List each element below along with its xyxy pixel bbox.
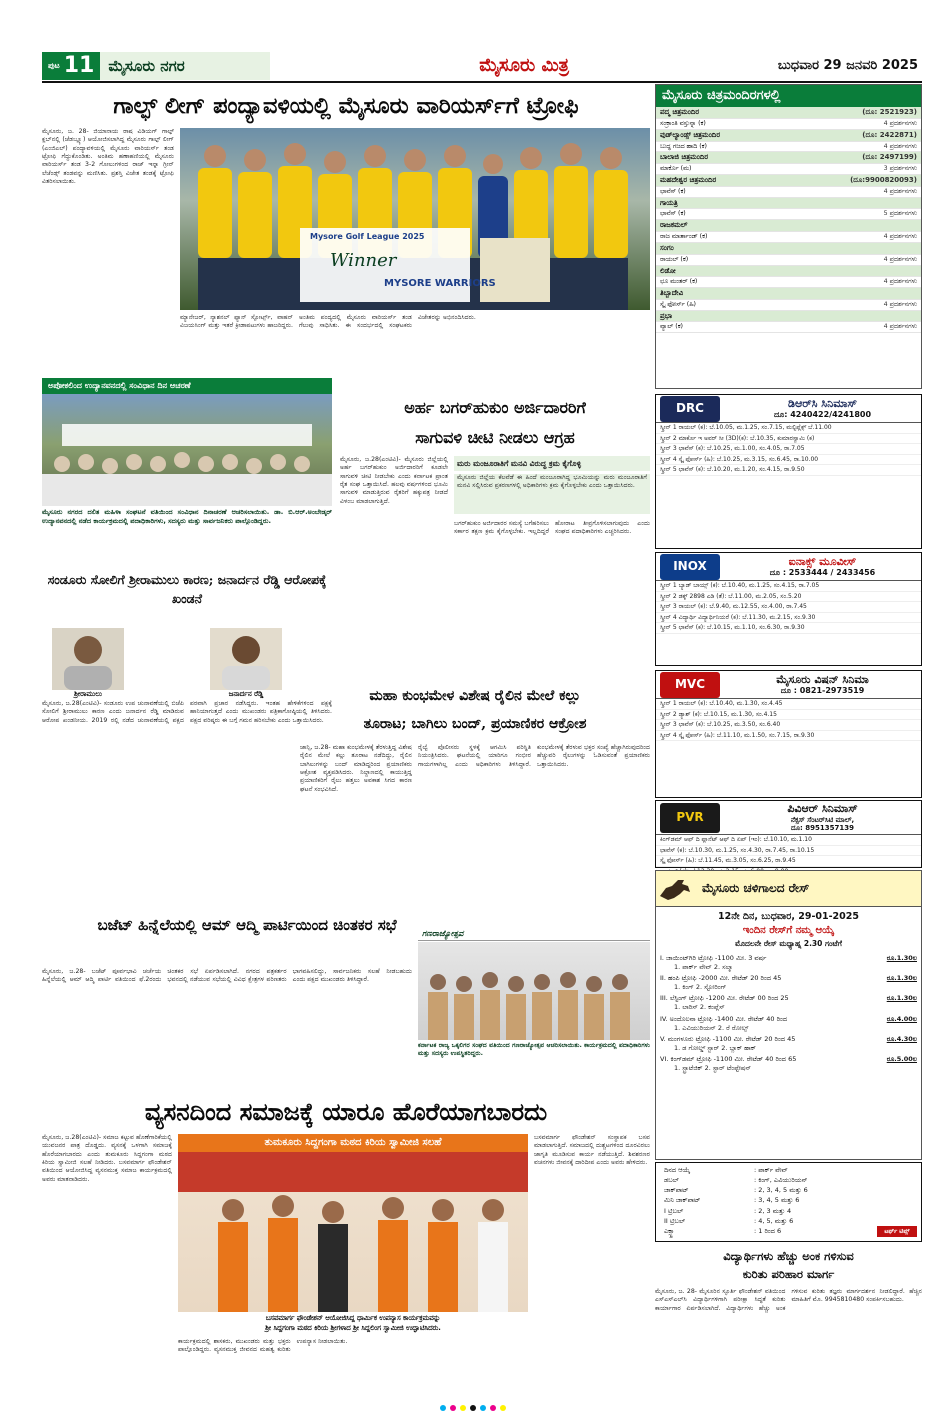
race-picks: 1. ಲಾರಿಸ್ 2. ಕಂಪ್ಲೆಸ್ <box>674 1003 725 1012</box>
cinema-info: 4 ಪ್ರದರ್ಶನಗಳು <box>883 255 917 263</box>
page-label: ಪುಟ <box>48 61 60 70</box>
reg-dot <box>500 1405 506 1411</box>
inox-ad <box>655 552 922 666</box>
showtime-line: ಸ್ಕ್ರೀನ್ 3 ರಾಯಲ್ (ಕ): ಬೆ.9.40, ಮ.12.55, ಸಂ.4.00, ರಾ.7.45 <box>656 602 921 613</box>
horse-icon <box>656 874 696 904</box>
race-prize: ರೂ.5.00ಲ <box>886 1055 917 1063</box>
mvc-name: ಮೈಸೂರು ವಿಷನ್ ಸಿನಿಮಾ <box>776 672 869 686</box>
bet-value: : 4, 5, ಮತ್ತು 6 <box>754 1216 794 1225</box>
drc-ad-header <box>656 395 921 423</box>
section-name: ಮೈಸೂರು ನಗರ <box>100 52 270 80</box>
page-number-box <box>42 52 100 80</box>
addiction-body: ಮೈಸೂರು, ಜ.28(ಎಂಟಿವಿ)- ಸಮಾಜ ಕಟ್ಟುವ ಹೊಣೆಗಾರಿಕೆಯಲ್ಲಿ ಯುವಜನರ ಪಾತ್ರ ದೊಡ್ಡದು. ವ್ಯಸನಕ್ಕೆ ಒಳಗಾಗಿ ಸಮಾಜಕ್ಕೆ ಹೊರೆಯಾಗಬಾರದು ಎಂದು ತುಮಕೂರು ಸಿದ್ದಗಂಗಾ ಮಠದ ಕಿರಿಯ ಸ್ವಾಮೀಜಿ ಸಲಹೆ ನೀಡಿದರು. ಬಸವಮಾರ್ಗ ಫೌಂಡೇಶನ್ ವತಿಯಿಂದ ಆಯೋಜಿಸಿದ್ದ ವ್ಯಸನಮುಕ್ತ ಸಮಾಜ ಕಾರ್ಯಕ್ರಮದಲ್ಲಿ ಅವರು ಮಾತನಾಡಿದರು. <box>42 1134 172 1183</box>
inox-name: ಐನಾಕ್ಸ್ ಮೂವೀಸ್ <box>788 554 857 568</box>
race-header <box>656 871 921 907</box>
kumbh-body-continued: ರೈಲ್ವೆ ಪೊಲೀಸರು ಸ್ಥಳಕ್ಕೆ ಆಗಮಿಸಿ ಪರಿಸ್ಥಿತಿ ನಿಯಂತ್ರಿಸಿದರು. ಘಟನೆಯಲ್ಲಿ ಯಾರಿಗೂ ಗಂಭೀರ ಗಾಯಗಳಾಗಿಲ್ಲ ಎಂದು ಅಧಿಕಾರಿಗಳು ತಿಳಿಸಿದ್ದಾರೆ. ಕುಂಭಮೇಳಕ್ಕೆ ತೆರಳುವ ಭಕ್ತರ ಸಂಖ್ಯೆ ಹೆಚ್ಚಾಗಿರುವುದರಿಂದ ಹೆಚ್ಚುವರಿ ರೈಲುಗಳನ್ನು ಓಡಿಸುವಂತೆ ಪ್ರಯಾಣಿಕರು ಒತ್ತಾಯಿಸಿದರು. <box>418 744 650 768</box>
addiction-body-continued: ಕಾರ್ಯಕ್ರಮದಲ್ಲಿ ಶಾಸಕರು, ಮುಖಂಡರು ಮತ್ತು ಭಕ್ತರು ಪಾಲ್ಗೊಂಡಿದ್ದರು. ವ್ಯಸನಮುಕ್ತ ಜೀವನದ ಮಹತ್ವ ಕುರಿತು ಉಪನ್ಯಾಸ ನೀಡಲಾಯಿತು. <box>178 1338 348 1354</box>
race-row <box>656 953 921 963</box>
race-picks: 1. ಪಾರ್ಕ್ ವೇವ್ 2. ಸಲ್ಮಾ <box>674 962 733 971</box>
sandur-headline: ಸಂಡೂರು ಸೋಲಿಗೆ ಶ್ರೀರಾಮುಲು ಕಾರಣ; ಜನಾರ್ದನ ರೆಡ್ಡಿ ಆರೋಪಕ್ಕೆ ಖಂಡನೆ <box>47 572 327 606</box>
addiction-photo-caption-line2: ಶ್ರೀ ಸಿದ್ದಗಂಗಾ ಮಠದ ಕಿರಿಯ ಶ್ರೀಗಳಾದ ಶ್ರೀ ಸಿದ್ದಲಿಂಗ ಸ್ವಾಮೀಜಿ ಉದ್ಘಾಟಿಸಿದರು. <box>265 1324 441 1332</box>
bet-value: : ಕಿಂಗ್, ಎವಿಯುರಿಯನ್ <box>754 1176 808 1185</box>
race-row <box>656 1014 921 1024</box>
cinema-hall-row <box>656 130 921 142</box>
race-row <box>656 993 921 1003</box>
race-name: II. ಹಂಪಿ ಟ್ರೋಫಿ -2000 ಮೀ. ರೇಟೆಡ್ 20 ರಿಂದ 45 <box>660 974 782 982</box>
showtime-line: ಸ್ಕ್ರೀನ್ 2 ಡ್ಯಾಶ್ (ಕ): ಬೆ.10.15, ಮ.1.30, ಸಂ.4.15 <box>656 710 921 721</box>
rally-caption-title: ಅಪೋಕಲಿಂದ ಉದ್ಯಾನವನದಲ್ಲಿ ಸಂವಿಧಾನ ದಿನ ಆಚರಣೆ <box>42 378 332 394</box>
reg-dot <box>440 1405 446 1411</box>
reg-dot <box>460 1405 466 1411</box>
students-body: ಮೈಸೂರು, ಜ. 28- ಮೈಸೂರಿನ ಸ್ಫೂರ್ತಿ ಫೌಂಡೇಶನ್ ವತಿಯಿಂದ ಎಸ್ಎಸ್ಎಲ್‌ಸಿ ವಿದ್ಯಾರ್ಥಿಗಳಿಗಾಗಿ ಪರೀಕ್ಷಾ ಸಿದ್ಧತೆ ಕುರಿತು ಕಾರ್ಯಾಗಾರ ಏರ್ಪಡಿಸಲಾಗಿದೆ. ವಿದ್ಯಾರ್ಥಿಗಳು ಹೆಚ್ಚು ಅಂಕ ಗಳಿಸುವ ಕುರಿತು ತಜ್ಞರು ಮಾರ್ಗದರ್ಶನ ನೀಡಲಿದ್ದಾರೆ. ಹೆಚ್ಚಿನ ಮಾಹಿತಿಗೆ ಮೊ. 9945810480 ಸಂಪರ್ಕಿಸಬಹುದು. <box>655 1288 922 1312</box>
bet-row <box>660 1175 917 1185</box>
arha-headline-line2: ಸಾಗುವಳಿ ಚೀಟಿ ನೀಡಲು ಆಗ್ರಹ <box>415 428 575 447</box>
cinema-film-row <box>656 164 921 175</box>
race-name: I. ಜಾಯಿಂಟ್‌ಗಿರಿ ಟ್ರೋಫಿ -1100 ಮೀ. 3 ವರ್ಷ <box>660 953 767 962</box>
addiction-photo <box>178 1152 528 1312</box>
cinema-name: ರಾಜಕಮಲ್ <box>660 221 688 230</box>
arha-sidebar-title: ಮರು ಮಂಜೂರಾತಿಗೆ ಮನವಿ ವಿರುದ್ಧ ಕ್ರಮ ಕೈಗೊಳ್ಳಿ <box>454 456 650 471</box>
arha-headline-line1: ಅರ್ಹ ಬಗರ್‌ಹುಕುಂ ಅರ್ಜಿದಾರರಿಗೆ <box>404 398 586 417</box>
cinema-hall-row <box>656 107 921 119</box>
cinema-rows <box>656 107 921 333</box>
bet-name: ಡಬಲ್ <box>664 1176 679 1185</box>
bet-name: I ಟ್ರಿಬಲ್ <box>664 1206 684 1215</box>
cinema-name: ಛಾವೆಸ್ (ಕ) <box>660 187 686 195</box>
bet-name: ದಿನದ ಆಯ್ಕೆ <box>664 1166 691 1174</box>
race-prize: ರೂ.4.30ಲ <box>886 1034 917 1043</box>
inox-logo: INOX <box>660 554 720 580</box>
cinema-name: ಮಹದೇಶ್ವರ ಚಿತ್ರಮಂದಿರ <box>660 176 717 185</box>
showtime-line: ಸ್ಕ್ರೀನ್ 5 ಛಾವೆಸ್ (ಕ): ಬೆ.10.20, ಮ.1.20, ಸಂ.4.15, ರಾ.9.50 <box>656 465 921 476</box>
golf-headline: ಗಾಲ್ಫ್ ಲೀಗ್ ಪಂದ್ಯಾವಳಿಯಲ್ಲಿ ಮೈಸೂರು ವಾರಿಯರ್ಸ್‌ಗೆ ಟ್ರೋಫಿ <box>113 93 579 119</box>
golf-winner-text: Winner <box>330 250 397 271</box>
cinema-film-row <box>656 322 921 333</box>
rally-caption: ಮೈಸೂರು ನಗರದ ದಲಿತ ಮಹಿಳಾ ಸಂಘಟನೆ ವತಿಯಿಂದ ಸಂವಿಧಾನ ದಿನಾಚರಣೆ ಆಚರಿಸಲಾಯಿತು. ಡಾ. ಬಿ.ಆರ್.ಅಂಬೇಡ್ಕರ್ ಉದ್ಯಾನವನದಲ್ಲಿ ನಡೆದ ಕಾರ್ಯಕ್ರಮದಲ್ಲಿ ಪದಾಧಿಕಾರಿಗಳು, ಸದಸ್ಯರು ಮತ್ತು ಸಾರ್ವಜನಿಕರು ಪಾಲ್ಗೊಂಡಿದ್ದರು. <box>42 508 332 525</box>
bet-row <box>660 1206 917 1216</box>
race-list <box>656 953 921 1075</box>
paper-name: ಮೈಸೂರು ಮಿತ್ರ <box>479 54 569 76</box>
drc-showtimes <box>656 423 921 476</box>
cinema-name: ಬಾಲಾಜಿ ಚಿತ್ರಮಂದಿರ <box>660 153 709 162</box>
golf-photo <box>180 128 650 310</box>
cinema-name: ವುಡ್‌ಲ್ಯಾಂಡ್ಸ್ ಚಿತ್ರಮಂದಿರ <box>660 130 721 139</box>
cinema-film-row <box>656 255 921 266</box>
golf-body: ಮೈಸೂರು, ಜ. 28- ಜಿಯಾನಾಯ ರಾಷ ವಿಡಿಯಗ್ ಗಾಲ್ಫ್ ಕ್ಲಬ್‌ನಲ್ಲಿ (ಜೆಡಬ್ಲ್ಯೂ) ಆಯೋಜಿಸಲಾಗಿದ್ದ ಮೈಸೂರು ಗಾಲ್ಫ್ ಲೀಗ್ (ಎಂಜಿಎಲ್) ಪಂದ್ಯಾವಳಿಯಲ್ಲಿ ಮೈಸೂರು ವಾರಿಯರ್ಸ್ ತಂಡ ಟ್ರೋಫಿ ಗೆದ್ದುಕೊಂಡಿತು. ಅಂತಿಮ ಹಣಾಹಣಿಯಲ್ಲಿ ಮೈಸೂರು ವಾರಿಯರ್ಸ್ ತಂಡ 3-2 ಗೋಲುಗಳಿಂದ ರಾಜ್ ಇನ್ನಾ ಗ್ರೀನ್ ಲೆಜೆಂಡ್ಸ್ ತಂಡವನ್ನು ಮಣಿಸಿತು. ಪ್ರಶಸ್ತಿ ವಿಜೇತ ತಂಡಕ್ಕೆ ಟ್ರೋಫಿ ವಿತರಿಸಲಾಯಿತು. <box>42 128 174 186</box>
race-title: ಮೈಸೂರು ಚಳಿಗಾಲದ ರೇಸ್ <box>702 881 810 895</box>
cinema-info: 4 ಪ್ರದರ್ಶನಗಳು <box>883 142 917 150</box>
reg-dot <box>470 1405 476 1411</box>
reg-dot <box>480 1405 486 1411</box>
race-name: IV. ಅಂದೊಲನಾ ಟ್ರೋಫಿ -1400 ಮೀ. ರೇಟೆಡ್ 40 ರಿಂದ <box>660 1014 788 1023</box>
rally-photo <box>42 394 332 506</box>
cinema-name: ಛಾವೆಸ್ (ಕ) <box>660 210 686 218</box>
turf-tips-tag: ಟರ್ಫ್ ಟಿಪ್ಸ್ <box>877 1226 917 1238</box>
cinema-hall-row <box>656 311 921 323</box>
kumbh-headline-line1: ಮಹಾ ಕುಂಭಮೇಳ ವಿಶೇಷ ರೈಲಿನ ಮೇಲೆ ಕಲ್ಲು <box>369 688 581 704</box>
race-row <box>656 1054 921 1064</box>
pvr-logo: PVR <box>660 803 720 833</box>
cinema-name: ಛೂ ಮಂತರ್ (ಕ) <box>660 278 698 286</box>
cinema-hall-row <box>656 198 921 210</box>
inox-ad-header <box>656 553 921 581</box>
race-prize: ರೂ.1.30ಲ <box>886 994 917 1003</box>
page-number: 11 <box>63 53 95 79</box>
cinema-info: 4 ಪ್ರದರ್ಶನಗಳು <box>883 323 917 331</box>
race-name: V. ಮಂಗಳೂರು ಟ್ರೋಫಿ -1100 ಮೀ. ರೇಟೆಡ್ 20 ರಿಂದ 45 <box>660 1034 796 1043</box>
reg-dot <box>450 1405 456 1411</box>
cinema-hall-row <box>656 152 921 164</box>
pvr-phone: ದೂ: 8951357139 <box>791 824 854 833</box>
cinema-name: ರಾಜ ಮಾರ್ತಾಂಡ್ (ಕ) <box>660 233 708 241</box>
inox-phone: ದೂ : 2533444 / 2433456 <box>769 568 876 578</box>
addiction-body-right: ಬಸವಮಾರ್ಗ ಫೌಂಡೇಶನ್ ಸಂಸ್ಥಾಪಕ ಬಸವ ಮಾಡಲಾಗುತ್ತಿದೆ. ಸಮಾಜದಲ್ಲಿ ದುಶ್ಚಟಗಳಿಂದ ದೂರವಿರಲು ಜಾಗೃತಿ ಮೂಡಿಸುವ ಕಾರ್ಯ ನಡೆಯುತ್ತಿದೆ. ಶಿವಶರಣರ ವಚನಗಳು ಜೀವನಕ್ಕೆ ದಾರಿದೀಪ ಎಂದು ಅವರು ಹೇಳಿದರು. <box>534 1134 650 1167</box>
janardhana-reddy-photo <box>210 628 282 690</box>
cinema-hall-row <box>656 243 921 255</box>
cinema-name: ಪದ್ಮ ಚಿತ್ರಮಂದಿರ <box>660 108 700 117</box>
showtime-line: ಸ್ಕ್ರೀನ್ 2 ಡಕ್ಕ್ 2898 ಎಡಿ (ತೆ): ಬೆ.11.00, ಮ.2.05, ಸಂ.5.20 <box>656 592 921 603</box>
sriramulu-photo <box>52 628 124 690</box>
kumbh-body: ಜಾನ್ಸಿ, ಜ.28- ಮಹಾ ಕುಂಭಮೇಳಕ್ಕೆ ತೆರಳುತ್ತಿದ್ದ ವಿಶೇಷ ರೈಲಿನ ಮೇಲೆ ಕಲ್ಲು ತೂರಾಟ ನಡೆದಿದ್ದು, ರೈಲಿನ ಬಾಗಿಲುಗಳನ್ನು ಬಂದ್ ಮಾಡಿದ್ದರಿಂದ ಪ್ರಯಾಣಿಕರು ಆಕ್ರೋಶ ವ್ಯಕ್ತಪಡಿಸಿದರು. ನಿಲ್ದಾಣದಲ್ಲಿ ಕಾಯುತ್ತಿದ್ದ ಪ್ರಯಾಣಿಕರಿಗೆ ರೈಲು ಹತ್ತಲು ಅವಕಾಶ ಸಿಗದ ಕಾರಣ ಘಟನೆ ಸಂಭವಿಸಿದೆ. <box>300 744 412 793</box>
cinema-name: ಬುದ್ಧ ಗಜದ ಹಾದಿ (ಕ) <box>660 142 707 150</box>
cinema-name: ಗಾಯತ್ರಿ <box>660 198 678 207</box>
race-picks: 1. ಎವಿಯುರಿಯನ್ 2. ರೆ ರೋಲ್ಸ್ <box>674 1023 749 1032</box>
addiction-photo-caption-line1: ಬಸವಮಾರ್ಗ ಫೌಂಡೇಶನ್ ಆಯೋಜಿಸಿದ್ದ ಧಾರ್ಮಿಕ ಉಪನ್ಯಾಸ ಕಾರ್ಯಕ್ರಮವನ್ನು <box>265 1314 441 1322</box>
showtime-line: ಸ್ಕ್ರೀನ್ 3 ಛಾವೆಸ್ (ಕ): ಬೆ.10.25, ಮ.3.50, ಸಂ.6.40 <box>656 720 921 731</box>
race-subtitle: ಇಂದಿನ ರೇಸ್‌ಗೆ ನಮ್ಮ ಆಯ್ಕೆ <box>742 924 835 936</box>
cinema-name: ಸಂಗಂ <box>660 243 674 252</box>
cinema-name: ತಿಬ್ಬಾದೇವಿ <box>660 289 684 298</box>
showtime-line: ಸ್ಕ್ರೀನ್ 4 ಸ್ಕೈ ಫೋರ್ಸ್ (ಹಿ): ಬೆ.11.10, ಮ.1.50, ಸಂ.7.15, ರಾ.9.30 <box>656 731 921 742</box>
cinema-info: 3 ಪ್ರದರ್ಶನಗಳು <box>883 165 917 173</box>
showtime-line: ಸ್ಕ್ರೀನ್ 1 ಬ್ಯಾಡ್ ಬಾಯ್ಸ್ (ಕ): ಬೆ.10.40, ಮ.1.25, ಸಂ.4.15, ರಾ.7.05 <box>656 581 921 592</box>
cinema-name: ಲಿಡೋ <box>660 266 676 275</box>
golf-team-logo-text: MYSORE WARRIORS <box>384 278 496 289</box>
cinema-info: 4 ಪ್ರದರ್ಶನಗಳು <box>883 300 917 308</box>
masthead-rule <box>42 81 922 83</box>
race-prize: ರೂ.1.30ಲ <box>886 974 917 982</box>
cinema-info: (ದೂ: 2521923) <box>862 108 917 117</box>
addiction-kicker: ತುಮಕೂರು ಸಿದ್ದಗಂಗಾ ಮಠದ ಕಿರಿಯ ಸ್ವಾಮೀಜಿ ಸಲಹೆ <box>178 1134 528 1153</box>
sriramulu-label: ಶ್ರೀರಾಮುಲು <box>74 690 102 698</box>
cinema-info: (ದೂ: 2422871) <box>862 130 917 139</box>
cinema-film-row <box>656 300 921 311</box>
reg-dot <box>490 1405 496 1411</box>
race-picks: 1. ಕಿಂಗ್ 2. ಸ್ಟೋರಿಂಗ್ <box>674 983 727 992</box>
pvr-name: ಪಿವಿಆರ್ ಸಿನಿಮಾಸ್ <box>787 801 858 815</box>
republic-day-photo <box>418 942 650 1040</box>
budget-headline: ಬಜೆಟ್ ಹಿನ್ನೆಲೆಯಲ್ಲಿ ಆಮ್ ಆದ್ಮಿ ಪಾರ್ಟಿಯಿಂದ ಚಿಂತಕರ ಸಭೆ <box>97 916 397 934</box>
mvc-showtimes <box>656 699 921 741</box>
race-prize: ರೂ.4.00ಲ <box>886 1014 917 1023</box>
bet-row <box>660 1216 917 1226</box>
showtime-line: ಸ್ಕೈ ಫೋರ್ಸ್ (ಹಿ): ಬೆ.11.45, ಮ.3.05, ಸಂ.6.25, ರಾ.9.45 <box>656 856 921 867</box>
pvr-ad-header <box>656 801 921 835</box>
cinema-hall-row <box>656 288 921 300</box>
republic-day-caption: ಕರ್ನಾಟಕ ರಾಜ್ಯ ಒಕ್ಕಲಿಗರ ಸಂಘದ ವತಿಯಿಂದ ಗಣರಾಜ್ಯೋತ್ಸವ ಆಚರಿಸಲಾಯಿತು. ಕಾರ್ಯಕ್ರಮದಲ್ಲಿ ಪದಾಧಿಕಾರಿಗಳು ಮತ್ತು ಸದಸ್ಯರು ಉಪಸ್ಥಿತರಿದ್ದರು. <box>418 1042 650 1058</box>
race-picks: 1. ಡ ಗೋಲ್ಡ್ ಸ್ಟಾರ್ 2. ಬ್ಲಾಕ್ ಹಾಕ್ <box>674 1043 756 1052</box>
kumbh-headline-line2: ತೂರಾಟ; ಬಾಗಿಲು ಬಂದ್, ಪ್ರಯಾಣಿಕರ ಆಕ್ರೋಶ <box>363 716 587 732</box>
bet-value: : 2, 3 ಮತ್ತು 4 <box>754 1206 792 1215</box>
cinema-film-row <box>656 277 921 288</box>
addiction-headline: ವ್ಯಸನದಿಂದ ಸಮಾಜಕ್ಕೆ ಯಾರೂ ಹೊರೆಯಾಗಬಾರದು <box>144 1097 548 1126</box>
bet-row <box>660 1185 917 1195</box>
drc-phone: ದೂ: 4240422/4241800 <box>773 410 872 420</box>
janardhana-reddy-label: ಜನಾರ್ದನ ರೆಡ್ಡಿ <box>228 690 264 698</box>
race-row <box>656 1034 921 1044</box>
bet-row <box>660 1195 917 1205</box>
bet-row <box>660 1165 917 1175</box>
students-headline-line1: ವಿದ್ಯಾರ್ಥಿಗಳು ಹೆಚ್ಚು ಅಂಕ ಗಳಿಸುವ <box>723 1249 854 1263</box>
cinema-name: ವ್ಯಾಲ್ (ಕ) <box>660 323 684 331</box>
cinema-film-row <box>656 142 921 153</box>
drc-logo: DRC <box>660 396 720 422</box>
mvc-logo: MVC <box>660 672 720 698</box>
cinema-film-row <box>656 119 921 130</box>
race-box <box>655 870 922 1160</box>
cinema-film-row <box>656 232 921 243</box>
race-name: VI. ಕಿಂಗ್‌ಡಮ್ ಟ್ರೋಫಿ -1100 ಮೀ. ರೇಟೆಡ್ 40 ರಿಂದ 65 <box>660 1055 797 1063</box>
golf-banner-text: Mysore Golf League 2025 <box>310 232 425 241</box>
cinema-hall-row <box>656 175 921 187</box>
budget-body: ಮೈಸೂರು, ಜ.28- ಬಜೆಟ್ ಪೂರ್ವಭಾವಿ ಚರ್ಚೆಯ ಹಿನ್ನೆಲೆಯಲ್ಲಿ ಆಮ್ ಆದ್ಮಿ ಪಾರ್ಟಿ ವತಿಯಿಂದ ಫೆ.2ರಂದು ಚಿಂತಕರ ಸಭೆ ಏರ್ಪಡಿಸಲಾಗಿದೆ. ನಗರದ ಪತ್ರಕರ್ತರ ಭವನದಲ್ಲಿ ನಡೆಯುವ ಸಭೆಯಲ್ಲಿ ವಿವಿಧ ಕ್ಷೇತ್ರಗಳ ಪರಿಣತರು ಭಾಗವಹಿಸಲಿದ್ದು, ಸಾರ್ವಜನಿಕರು ಸಲಹೆ ನೀಡಬಹುದು ಎಂದು ಪಕ್ಷದ ಮುಖಂಡರು ತಿಳಿಸಿದ್ದಾರೆ. <box>42 968 412 984</box>
pvr-ad <box>655 800 922 868</box>
cinema-film-row <box>656 187 921 198</box>
registration-marks <box>0 1402 945 1414</box>
cinema-info: (ದೂ:9900820093) <box>850 176 917 185</box>
showtime-line: ಕಿಂಗ್‌ಡಮ್ ಆಫ್ ದಿ ಪ್ಲಾನೆಟ್ ಆಫ್ ದಿ ಏಪ್ (ಇಂ): ಬೆ.10.10, ಮ.1.10 <box>656 835 921 846</box>
cinema-name: ರಾಯಲ್ (ಕ) <box>660 255 689 263</box>
showtime-line: ಸ್ಕ್ರೀನ್ 4 ವಿದ್ಯಾರ್ಥಿ ವಿದ್ಯಾರ್ಥಿನಿಯರೆ (ಕ): ಬೆ.11.30, ಮ.2.15, ಸಂ.9.30 <box>656 613 921 624</box>
drc-name: ಡಿಆರ್‌ಸಿ ಸಿನಿಮಾಸ್ <box>788 396 857 410</box>
cinema-name: ಮಾರ್ಕೊ (ಮ) <box>660 165 692 173</box>
showtime-line: ಸ್ಕ್ರೀನ್ 3 ಛಾವೆಸ್ (ಕ): ಬೆ.10.25, ಮ.1.00, ಸಂ.4.05, ರಾ.7.05 <box>656 444 921 455</box>
issue-date: ಬುಧವಾರ 29 ಜನವರಿ 2025 <box>777 57 918 73</box>
inox-showtimes <box>656 581 921 634</box>
arha-body-continued: ಬಗರ್‌ಹುಕುಂ ಅರ್ಜಿದಾರರ ಸಮಸ್ಯೆ ಬಗೆಹರಿಸಲು ಸರ್ಕಾರ ತಕ್ಷಣ ಕ್ರಮ ಕೈಗೊಳ್ಳಬೇಕು. ಇಲ್ಲದಿದ್ದರೆ ಹೋರಾಟ ತೀವ್ರಗೊಳಿಸಲಾಗುವುದು ಎಂದು ಸಂಘದ ಪದಾಧಿಕಾರಿಗಳು ಎಚ್ಚರಿಸಿದರು. <box>454 520 650 536</box>
race-date: 12ನೇ ದಿನ, ಬುಧವಾರ, 29-01-2025 <box>717 911 859 922</box>
pvr-address: ನೆಕ್ಸಸ್ ಸೆಂಟರ್‌ಸಿಟಿ ಮಾಲ್, <box>790 815 855 824</box>
rally-crowd-illustration <box>42 394 332 506</box>
cinema-info: 4 ಪ್ರದರ್ಶನಗಳು <box>883 233 917 241</box>
race-start-time: ಮೊದಲನೇ ರೇಸ್ ಮಧ್ಯಾಹ್ನ 2.30 ಗಂಟೆಗೆ <box>735 939 842 949</box>
showtime-line: ಛಾವೆಸ್ (ಕ): ಬೆ.10.30, ಮ.1.25, ಸಂ.4.30, ರಾ.7.45, ರಾ.10.15 <box>656 846 921 857</box>
golf-body-continued: ಮ್ಯಾನೇಜರ್, ನ್ಯಾಶನಲ್ ಫ್ಯಾನ್ ಸ್ಪೋರ್ಟ್ಸ್, ವಾಹನ್ ವಿಜಯಸಿಂಗ್ ಮತ್ತು ಇತರೆ ಕ್ರೀಡಾಪಟುಗಳು ಹಾಜರಿದ್ದರು. ಅಂತಿಮ ಪಂದ್ಯದಲ್ಲಿ ಮೈಸೂರು ವಾರಿಯರ್ಸ್ ತಂಡ ಗೆಲುವು ಸಾಧಿಸಿತು. ಈ ಸಂದರ್ಭದಲ್ಲಿ ಸಂಘಟಕರು ವಿಜೇತರನ್ನು ಅಭಿನಂದಿಸಿದರು. <box>180 314 476 330</box>
arha-sidebar: ಮೈಸೂರು ಜಿಲ್ಲೆಯ ಕೆಲವೆಡೆ ಈ ಹಿಂದೆ ಮಂಜೂರಾಗಿದ್ದ ಭೂಮಿಯನ್ನು ಮರು ಮಂಜೂರಾತಿಗೆ ಮನವಿ ಸಲ್ಲಿಸಿರುವ ಪ್ರಕರಣಗಳಲ್ಲಿ ಅಧಿಕಾರಿಗಳು ಕ್ರಮ ಕೈಗೊಳ್ಳಬೇಕು ಎಂದು ಒತ್ತಾಯಿಸಿದರು. <box>454 474 650 514</box>
cinema-name: ಸ್ಕೈ ಫೋರ್ಸ್ (ಹಿ) <box>660 300 696 308</box>
race-prize: ರೂ.1.30ಲ <box>886 953 917 962</box>
showtime-line: ಸ್ಕ್ರೀನ್ 5 ಛಾವೆಸ್ (ಕ): ಬೆ.10.15, ಮ.1.10, ಸಂ.6.30, ರಾ.9.30 <box>656 623 921 634</box>
cinema-hall-row <box>656 266 921 278</box>
cinema-info: 5 ಪ್ರದರ್ಶನಗಳು <box>883 210 917 218</box>
bet-name: II ಟ್ರಿಬಲ್ <box>664 1216 686 1225</box>
showtime-line: ಸ್ಕ್ರೀನ್ 4 ಸ್ಕೈ ಫೋರ್ಸ್ (ಹಿ): ಬೆ.10.25, ಮ.3.15, ಸಂ.6.45, ರಾ.10.00 <box>656 455 921 466</box>
showtime-line: ಸ್ಕ್ರೀನ್ 2 ಮಾರ್ಕೊ ಇ ಅವರ್ ಸೀ (3D)(ಕ): ಬೆ.10.35, ಕುಮಾರಸ್ವಾಮಿ (ಕ) <box>656 434 921 445</box>
cinema-info: 4 ಪ್ರದರ್ಶನಗಳು <box>883 120 917 127</box>
cinema-name: ಪ್ರಭಾ <box>660 311 673 320</box>
race-name: III. ಲೆಸ್ಟಿಂಗ್ ಟ್ರೋಫಿ -1200 ಮೀ. ರೇಟೆಡ್ 00 ರಿಂದ 25 <box>660 994 789 1003</box>
mvc-phone: ದೂ : 0821-2973519 <box>780 686 865 696</box>
bet-value: : 1 ರಿಂದ 6 <box>754 1226 782 1235</box>
republic-day-tag: ಗಣರಾಜ್ಯೋತ್ಸವ <box>418 928 650 941</box>
cinema-info: 4 ಪ್ರದರ್ಶನಗಳು <box>883 187 917 195</box>
race-row <box>656 973 921 983</box>
showtime-line: ಸ್ಕ್ರೀನ್ 1 ರಾಯಲ್ (ಕ): ಬೆ.10.05, ಮ.1.25, ಸಂ.7.15, ಮಲ್ಟಿಪ್ಲೆಕ್ಸ್ ಬೆ.11.00 <box>656 423 921 434</box>
bet-name: ಮಿನಿ ಜಾಕ್‌ಪಾಟ್ <box>664 1196 701 1205</box>
students-headline-line2: ಕುರಿತು ಪರಿಹಾರ ಮಾರ್ಗ <box>742 1267 835 1281</box>
arha-body: ಮೈಸೂರು, ಜ.28(ಎಂಟಿವಿ)- ಮೈಸೂರು ಜಿಲ್ಲೆಯಲ್ಲಿ ಅರ್ಹ ಬಗರ್‌ಹುಕುಂ ಅರ್ಜಿದಾರರಿಗೆ ಕೂಡಲೇ ಸಾಗುವಳಿ ಚೀಟಿ ನೀಡಬೇಕು ಎಂದು ಕರ್ನಾಟಕ ಪ್ರಾಂತ ರೈತ ಸಂಘ ಒತ್ತಾಯಿಸಿದೆ. ಹಲವು ವರ್ಷಗಳಿಂದ ಭೂಮಿ ಸಾಗುವಳಿ ಮಾಡುತ್ತಿರುವ ರೈತರಿಗೆ ಹಕ್ಕುಪತ್ರ ನೀಡದೆ ವಿಳಂಬ ಮಾಡಲಾಗುತ್ತಿದೆ. <box>340 456 448 505</box>
bet-value: : 3, 4, 5 ಮತ್ತು 6 <box>754 1196 800 1205</box>
showtime-line: ಸ್ಕ್ರೀನ್ 1 ರಾಯಲ್ (ಕ): ಬೆ.10.40, ಮ.1.30, ಸಂ.4.45 <box>656 699 921 710</box>
cinema-listing-title: ಮೈಸೂರು ಚಿತ್ರಮಂದಿರಗಳಲ್ಲಿ <box>656 85 921 107</box>
bet-value: : 2, 3, 4, 5 ಮತ್ತು 6 <box>754 1186 808 1195</box>
cinema-name: ಸಂಕ್ರಾಂತಿ ವಸ್ತುನ್ನಾ (ಕ) <box>660 120 706 127</box>
sandur-body: ಮೈಸೂರು, ಜ.28(ಎಂಟಿವಿ)- ಸಂಡೂರು ಉಪ ಚುನಾವಣೆಯಲ್ಲಿ ಬಿಜೆಪಿ ಸೋಲಿಗೆ ಶ್ರೀರಾಮುಲು ಕಾರಣ ಎಂದು ಜನಾರ್ದನ ರೆಡ್ಡಿ ಮಾಡಿರುವ ಆರೋಪ ಖಂಡನೀಯ. 2019 ರಲ್ಲಿ ನಡೆದ ಚುನಾವಣೆಯಲ್ಲಿ ಪಕ್ಷದ ಪರವಾಗಿ ಪ್ರಚಾರ ನಡೆಸಿದ್ದರು. ಇಂತಹ ಹೇಳಿಕೆಗಳಿಂದ ಪಕ್ಷಕ್ಕೆ ಹಾನಿಯಾಗುತ್ತದೆ ಎಂದು ಮುಖಂಡರು ಪತ್ರಿಕಾಗೋಷ್ಠಿಯಲ್ಲಿ ತಿಳಿಸಿದರು. ಪಕ್ಷದ ವರಿಷ್ಠರು ಈ ಬಗ್ಗೆ ಗಮನ ಹರಿಸಬೇಕು ಎಂದು ಒತ್ತಾಯಿಸಿದರು. <box>42 700 332 724</box>
mvc-ad-header <box>656 671 921 699</box>
race-picks: 1. ಸ್ಟ್ರಾಟೆಜಿಕ್ 2. ಸ್ಟಾರ್ ಟೆಂಪ್ಟೇಷನ್ <box>674 1064 752 1073</box>
cinema-film-row <box>656 209 921 220</box>
race-bets <box>655 1162 922 1242</box>
cinema-listing <box>655 84 922 389</box>
bet-name: ಎಕ್ಸ್ಟ್ರಾ <box>664 1226 676 1235</box>
cinema-info: 4 ಪ್ರದರ್ಶನಗಳು <box>883 278 917 286</box>
cinema-info: (ದೂ: 2497199) <box>862 153 917 162</box>
mvc-ad <box>655 670 922 798</box>
cinema-hall-row <box>656 220 921 232</box>
masthead <box>42 52 922 80</box>
bet-value: : ಪಾರ್ಕ್ ವೇವ್ <box>754 1166 788 1174</box>
drc-ad <box>655 394 922 549</box>
bet-name: ಜಾಕ್‌ಪಾಟ್ <box>664 1186 689 1195</box>
